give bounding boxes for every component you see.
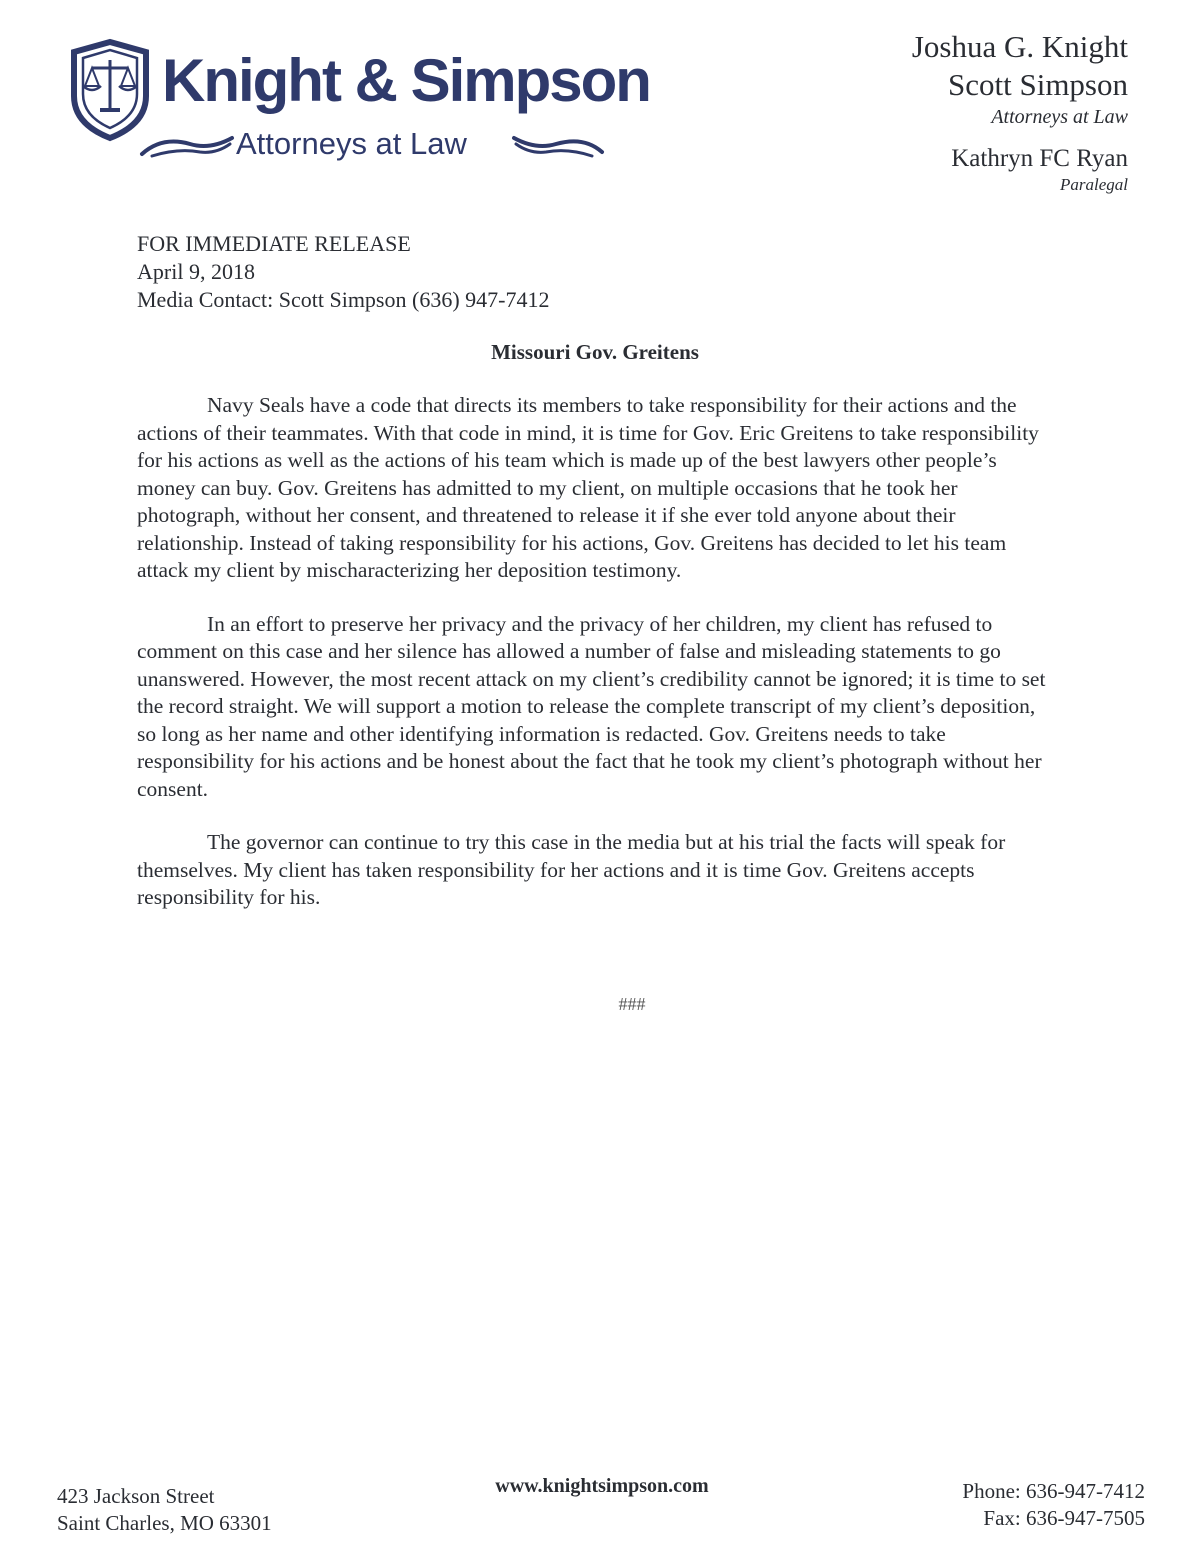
footer-fax: Fax: 636-947-7505 — [983, 1506, 1145, 1530]
footer-phone: Phone: 636-947-7412 — [962, 1479, 1145, 1503]
release-body — [137, 392, 1057, 938]
release-label: FOR IMMEDIATE RELEASE — [137, 231, 411, 256]
firm-logo — [70, 38, 650, 168]
release-info — [137, 230, 549, 314]
paralegal-name: Kathryn FC Ryan — [951, 145, 1128, 172]
paragraph: The governor can continue to try this case in the media but at his trial the facts will speak for themselves. My client has taken responsibility for her actions and it is time Gov. Greitens accepts responsibility for his. — [137, 830, 1006, 909]
footer-contact — [962, 1478, 1145, 1532]
footer-website: www.knightsimpson.com — [495, 1475, 709, 1497]
attorneys-title: Attorneys at Law — [991, 106, 1128, 128]
paragraph: Navy Seals have a code that directs its members to take responsibility for their actions and the actions of their teammates. With that code in mind, it is time for Gov. Eric Greitens to take responsibility for his actions as well as the actions of his team which is made up of the best lawyers other people’s money can buy. Gov. Greitens has admitted to my client, on multiple occasions that he took her photograph, without her consent, and threatened to release it if she ever told anyone about their relationship. Instead of taking responsibility for his actions, Gov. Greitens has decided to let his team attack my client by mischaracterizing her deposition testimony. — [137, 393, 1039, 582]
attorney-name: Joshua G. Knight — [911, 29, 1128, 64]
media-contact: Media Contact: Scott Simpson (636) 947-7412 — [137, 287, 550, 312]
release-date: April 9, 2018 — [137, 259, 255, 284]
attorney-name: Scott Simpson — [947, 67, 1128, 102]
headline: Missouri Gov. Greitens — [491, 340, 699, 364]
address-line: 423 Jackson Street — [57, 1484, 215, 1508]
paragraph: In an effort to preserve her privacy and the privacy of her children, my client has refused to comment on this case and her silence has allowed a number of false and misleading statements to go unanswered. However, the most recent attack on my client’s credibility cannot be ignored; it is time to set the record straight. We will support a motion to release the complete transcript of my client’s deposition, so long as her name and other identifying information is redacted. Gov. Greitens needs to take responsibility for his actions and be honest about the fact that he took my client’s photograph without her consent. — [137, 611, 1046, 801]
end-marks: ### — [618, 994, 646, 1014]
firm-name: Knight & Simpson — [162, 47, 650, 114]
paralegal-title: Paralegal — [1060, 175, 1128, 194]
firm-tagline: Attorneys at Law — [236, 126, 467, 161]
address-line: Saint Charles, MO 63301 — [57, 1511, 272, 1535]
letterhead-people — [912, 28, 1128, 196]
